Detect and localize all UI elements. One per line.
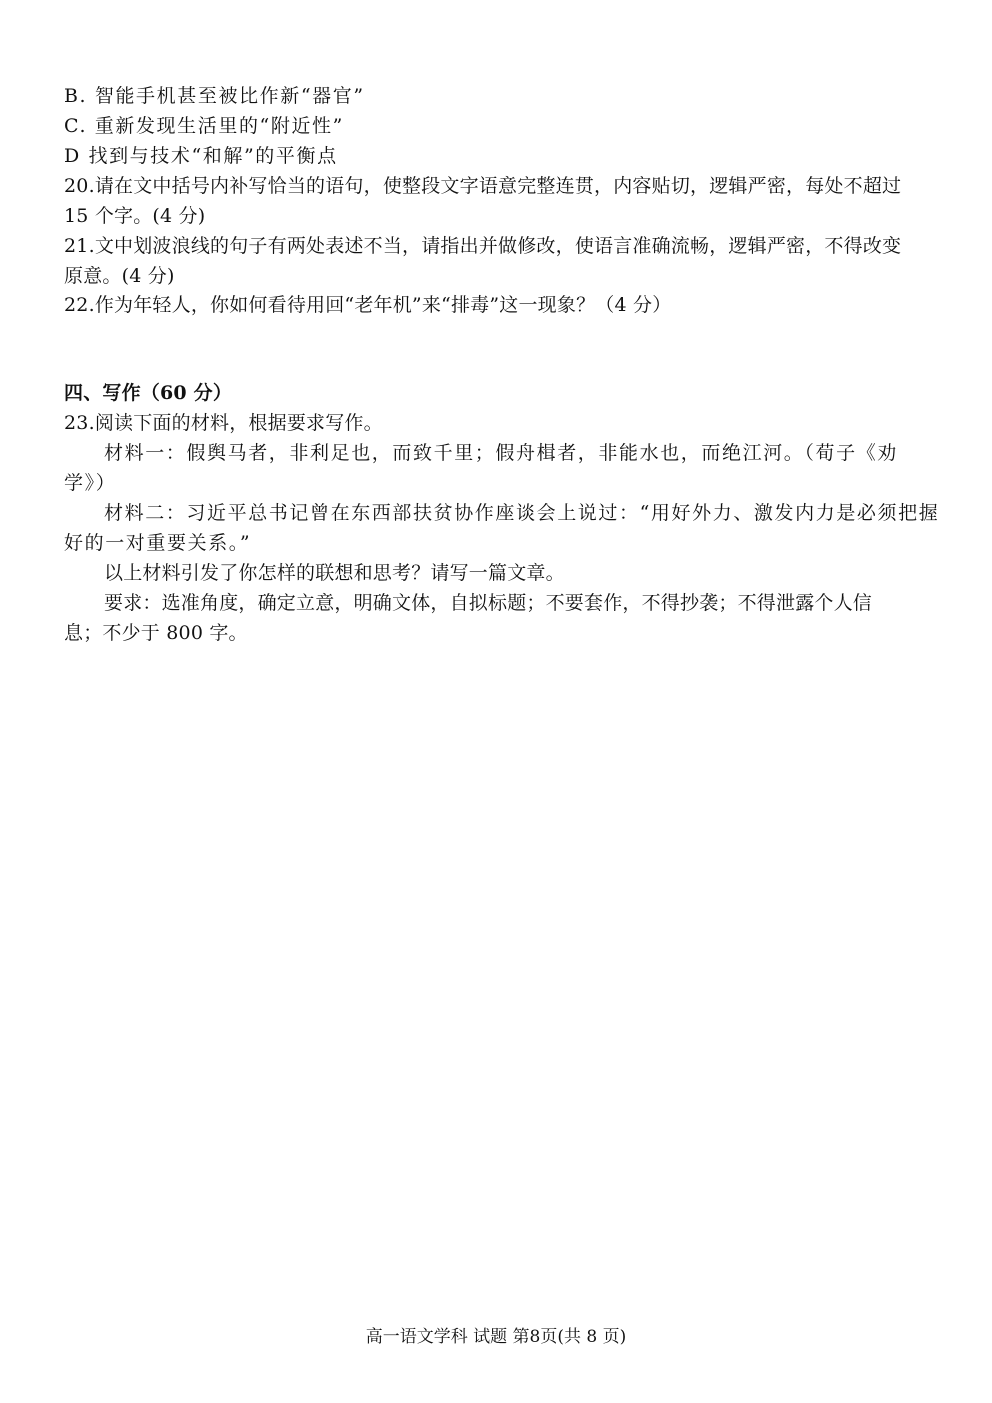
- question-21-line-1: 21.文中划波浪线的句子有两处表述不当，请指出并做修改，使语言准确流畅，逻辑严密，不得改变: [64, 235, 902, 257]
- material-2-line-1: 材料二：习近平总书记曾在东西部扶贫协作座谈会上说过：“用好外力、激发内力是必须把握: [104, 502, 940, 524]
- page-footer: 高一语文学科 试题 第8页(共 8 页): [365, 1327, 627, 1347]
- question-23: 23.阅读下面的材料，根据要求写作。: [64, 412, 383, 434]
- option-c: C. 重新发现生活里的“附近性”: [64, 115, 344, 137]
- requirements-line-1: 要求：选准角度，确定立意，明确文体，自拟标题；不要套作，不得抄袭；不得泄露个人信: [104, 592, 873, 614]
- question-20-line-2: 15 个字。(4 分): [64, 205, 206, 227]
- section-heading-writing: 四、写作（60 分）: [64, 382, 233, 404]
- material-1-line-1: 材料一：假舆马者，非利足也，而致千里；假舟楫者，非能水也，而绝江河。（荀子《劝: [104, 442, 898, 464]
- requirements-line-2: 息；不少于 800 字。: [64, 622, 248, 644]
- option-d: D 找到与技术“和解”的平衡点: [64, 145, 338, 167]
- writing-prompt: 以上材料引发了你怎样的联想和思考？请写一篇文章。: [104, 562, 565, 584]
- material-1-line-2: 学》）: [64, 472, 117, 494]
- question-21-line-2: 原意。(4 分): [64, 265, 175, 287]
- material-2-line-2: 好的一对重要关系。”: [64, 532, 252, 554]
- option-b: B. 智能手机甚至被比作新“器官”: [64, 85, 365, 107]
- question-22: 22.作为年轻人，你如何看待用回“老年机”来“排毒”这一现象？（4 分）: [64, 294, 672, 316]
- question-20-line-1: 20.请在文中括号内补写恰当的语句，使整段文字语意完整连贯，内容贴切，逻辑严密，每处不超过: [64, 175, 902, 197]
